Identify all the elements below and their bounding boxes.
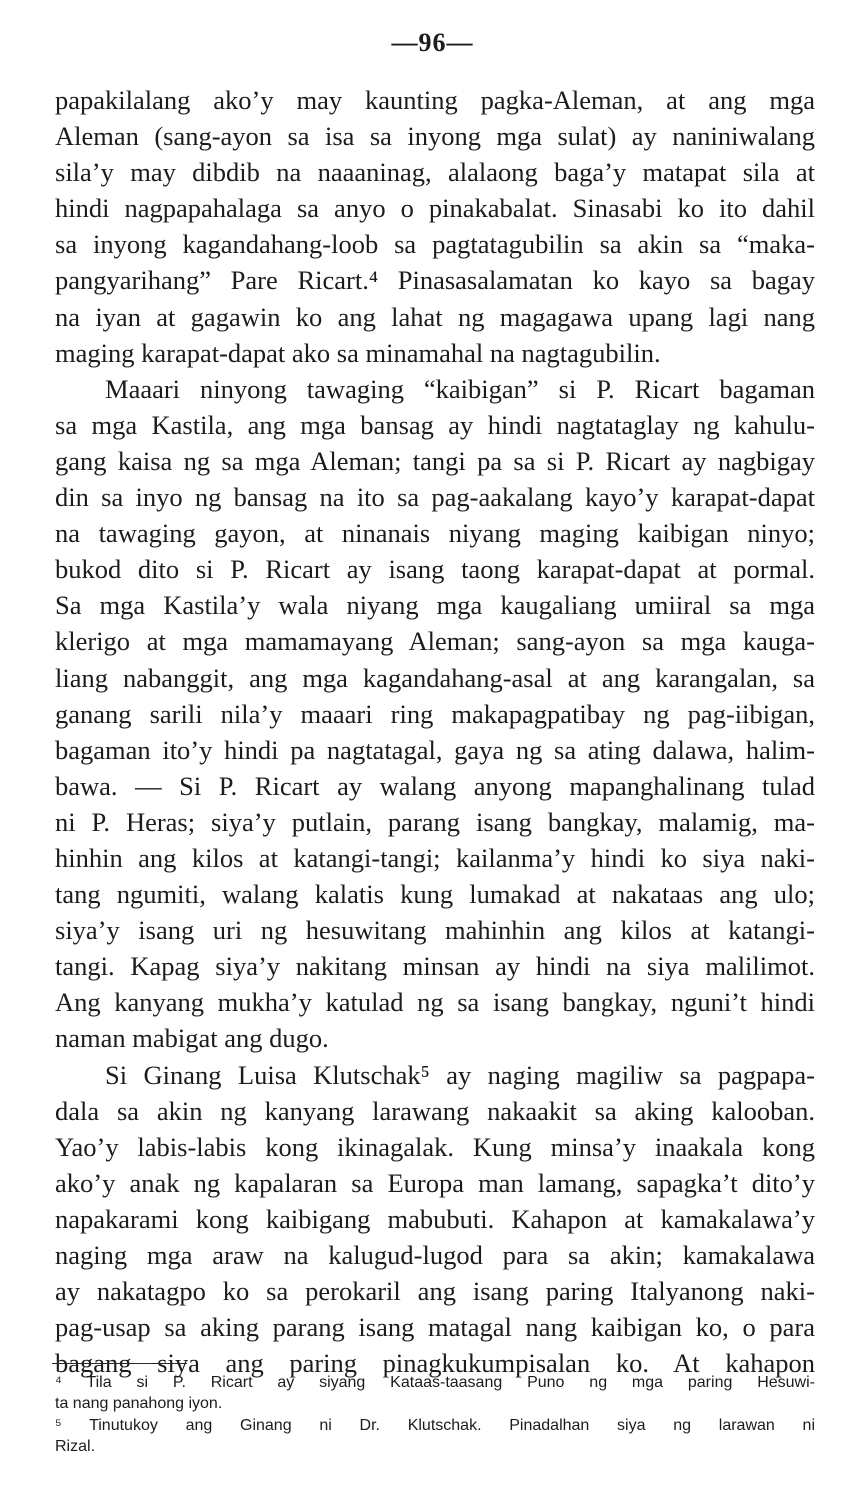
footnotes [55, 1372, 815, 1457]
text-line: gang kaisa ng sa mga Aleman; tangi pa sa si P. Ricart ay nagbigay [55, 445, 815, 476]
text-line: bukod dito si P. Ricart ay isang taong karapat-dapat at pormal. [55, 554, 815, 585]
text-line: sa inyong kagandahang-loob sa pagtatagubilin sa akin sa “maka- [55, 229, 815, 260]
text-line: sa mga Kastila, ang mga bansag ay hindi nagtataglay ng kahulu- [55, 409, 815, 440]
text-line: hinhin ang kilos at katangi-tangi; kailanma’y hindi ko siya naki- [55, 842, 815, 873]
text-line: liang nabanggit, ang mga kagandahang-asal at ang karangalan, sa [55, 662, 815, 693]
text-line: din sa inyo ng bansag na ito sa pag-aakalang kayo’y karapat-dapat [55, 482, 815, 513]
text-line: siya’y isang uri ng hesuwitang mahinhin ang kilos at katangi- [55, 915, 815, 946]
text-line: ako’y anak ng kapalaran sa Europa man lamang, sapagka’t dito’y [55, 1167, 815, 1198]
text-line: Sa mga Kastila’y wala niyang mga kaugaliang umiiral sa mga [55, 590, 815, 621]
text-line: tang ngumiti, walang kalatis kung lumakad at nakataas ang ulo; [55, 879, 815, 910]
text-line: sila’y may dibdib na naaaninag, alalaong baga’y matapat sila at [55, 157, 815, 188]
text-line: Maaari ninyong tawaging “kaibigan” si P. Ricart bagaman [105, 373, 815, 404]
text-line: bagang siya ang paring pinagkukumpisalan ko. At kahapon [55, 1348, 815, 1379]
text-line: hindi nagpapahalaga sa anyo o pinakabalat. Sinasabi ko ito dahil [55, 193, 815, 224]
text-line: ganang sarili nila’y maaari ring makapagpatibay ng pag-iibigan, [55, 698, 815, 729]
footnote-line: ta nang panahong iyon. [55, 1395, 223, 1413]
text-line: Ang kanyang mukha’y katulad ng sa isang bangkay, nguni’t hindi [55, 987, 815, 1018]
footnote-line: ⁴ Tila si P. Ricart ay siyang Kataas-taasang Puno ng mga paring Hesuwi- [55, 1374, 815, 1391]
text-line: pag-usap sa aking parang isang matagal nang kaibigan ko, o para [55, 1312, 815, 1343]
text-line: naman mabigat ang dugo. [55, 1023, 329, 1054]
text-line: Aleman (sang-ayon sa isa sa inyong mga sulat) ay naniniwalang [55, 121, 815, 152]
text-line: napakarami kong kaibigang mabubuti. Kahapon at kamakalawa’y [55, 1203, 815, 1234]
text-line: ni P. Heras; siya’y putlain, parang isang bangkay, malamig, ma- [55, 806, 815, 837]
text-line: papakilalang ako’y may kaunting pagka-Aleman, at ang mga [55, 85, 815, 115]
body-text [55, 82, 815, 1381]
text-line: maging karapat-dapat ako sa minamahal na nagtagubilin. [55, 337, 661, 368]
text-line: na tawaging gayon, at ninanais niyang maging kaibigan ninyo; [55, 518, 815, 549]
text-line: pangyarihang” Pare Ricart.⁴ Pinasasalamatan ko kayo sa bagay [55, 265, 815, 296]
text-line: bagaman ito’y hindi pa nagtatagal, gaya ng sa ating dalawa, halim- [55, 734, 815, 765]
footnote-divider [52, 1363, 187, 1364]
text-line: Si Ginang Luisa Klutschak⁵ ay naging magiliw sa pagpapa- [105, 1059, 815, 1090]
text-line: ay nakatagpo ko sa perokaril ang isang paring Italyanong naki- [55, 1276, 815, 1307]
text-line: Yao’y labis-labis kong ikinagalak. Kung minsa’y inaakala kong [55, 1131, 815, 1162]
text-line: naging mga araw na kalugud-lugod para sa akin; kamakalawa [55, 1240, 815, 1270]
page-number: —96— [391, 28, 474, 57]
footnote-line: ⁵ Tinutukoy ang Ginang ni Dr. Klutschak. Pinadalhan siya ng larawan ni [55, 1416, 815, 1434]
text-line: dala sa akin ng kanyang larawang nakaakit sa aking kalooban. [55, 1095, 815, 1126]
text-line: na iyan at gagawin ko ang lahat ng magagawa upang lagi nang [55, 301, 815, 332]
text-line: tangi. Kapag siya’y nakitang minsan ay hindi na siya malilimot. [55, 951, 815, 982]
footnote-line: Rizal. [55, 1437, 96, 1455]
text-line: klerigo at mga mamamayang Aleman; sang-ayon sa mga kauga- [55, 626, 815, 657]
text-line: bawa. — Si P. Ricart ay walang anyong mapanghalinang tulad [55, 770, 815, 801]
